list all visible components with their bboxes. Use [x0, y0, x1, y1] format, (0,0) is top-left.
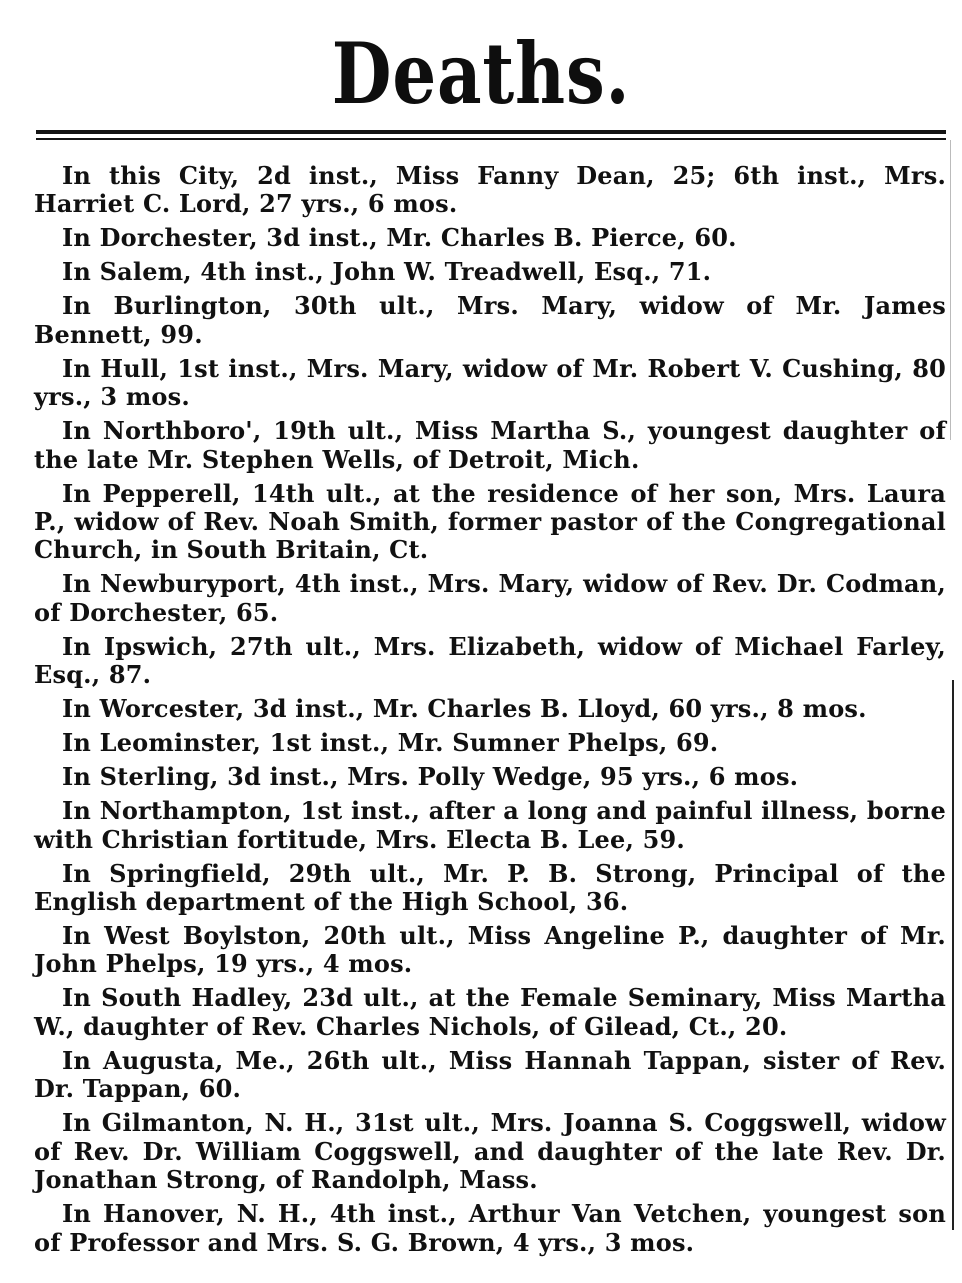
column-edge-line	[952, 680, 954, 1230]
header-rule-thick	[36, 130, 946, 134]
death-notice: In Northboro', 19th ult., Miss Martha S., youngest daughter of the late Mr. Stephen Wells, of Detroit, Mich.	[34, 416, 946, 474]
section-header	[0, 18, 962, 130]
death-notice: In Hull, 1st inst., Mrs. Mary, widow of Mr. Robert V. Cushing, 80 yrs., 3 mos.	[34, 353, 946, 412]
death-notice: In this City, 2d inst., Miss Fanny Dean, 25; 6th inst., Mrs. Harriet C. Lord, 27 yrs., 6 mos.	[34, 161, 946, 219]
column-edge-line-upper	[950, 140, 951, 440]
death-notice: In South Hadley, 23d ult., at the Female Seminary, Miss Martha W., daughter of Rev. Charles Nichols, of Gilead, Ct., 20.	[34, 983, 946, 1041]
death-notice: In Hanover, N. H., 4th inst., Arthur Van Vetchen, youngest son of Professor and Mrs. S. G. Brown, 4 yrs., 3 mos.	[34, 1199, 946, 1257]
death-notice: In Newburyport, 4th inst., Mrs. Mary, widow of Rev. Dr. Codman, of Dorchester, 65.	[34, 569, 946, 627]
death-notice: In Salem, 4th inst., John W. Treadwell, Esq., 71.	[62, 257, 712, 287]
death-notices-list	[34, 162, 946, 1263]
death-notice: In Worcester, 3d inst., Mr. Charles B. Lloyd, 60 yrs., 8 mos.	[62, 694, 867, 724]
death-notice: In Northampton, 1st inst., after a long and painful illness, borne with Christian fortitude, Mrs. Electa B. Lee, 59.	[34, 796, 946, 854]
death-notice: In Springfield, 29th ult., Mr. P. B. Strong, Principal of the English department of the High School, 36.	[34, 858, 946, 917]
section-title: Deaths.	[331, 24, 631, 123]
death-notice: In Sterling, 3d inst., Mrs. Polly Wedge, 95 yrs., 6 mos.	[62, 762, 799, 792]
death-notice: In Gilmanton, N. H., 31st ult., Mrs. Joanna S. Coggswell, widow of Rev. Dr. William Coggswell, and daughter of the late Rev. Dr. Jonathan Strong, of Randolph, Mass.	[34, 1108, 946, 1195]
death-notice: In Augusta, Me., 26th ult., Miss Hannah Tappan, sister of Rev. Dr. Tappan, 60.	[34, 1045, 946, 1104]
death-notice: In West Boylston, 20th ult., Miss Angeline P., daughter of Mr. John Phelps, 19 yrs., 4 mos.	[34, 921, 946, 979]
death-notice: In Dorchester, 3d inst., Mr. Charles B. Pierce, 60.	[62, 223, 737, 253]
death-notice: In Ipswich, 27th ult., Mrs. Elizabeth, widow of Michael Farley, Esq., 87.	[34, 631, 946, 690]
header-rule-thin	[36, 138, 946, 140]
death-notice: In Burlington, 30th ult., Mrs. Mary, widow of Mr. James Bennett, 99.	[34, 291, 946, 349]
death-notice: In Pepperell, 14th ult., at the residence of her son, Mrs. Laura P., widow of Rev. Noah Smith, former pastor of the Congregational Church, in South Britain, Ct.	[34, 478, 946, 565]
death-notice: In Leominster, 1st inst., Mr. Sumner Phelps, 69.	[62, 728, 719, 758]
